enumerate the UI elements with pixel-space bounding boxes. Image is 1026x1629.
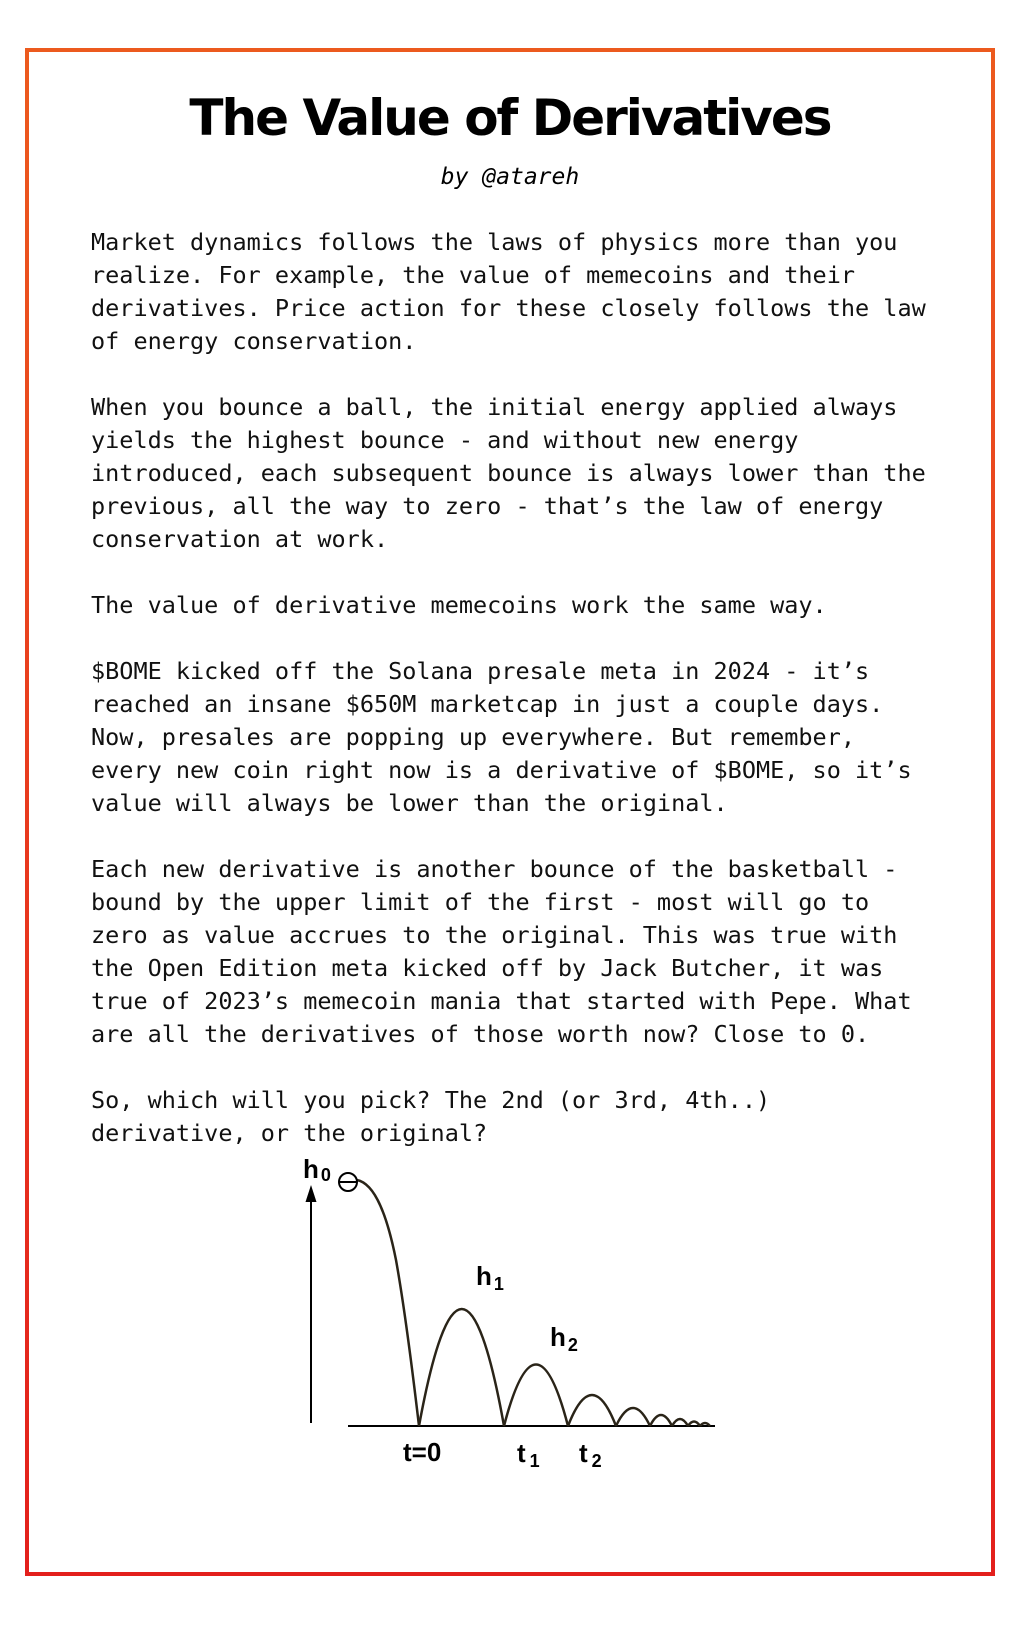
bounce-4-curve: [616, 1408, 650, 1426]
paragraph-6: So, which will you pick? The 2nd (or 3rd, 4th..) derivative, or the original?: [91, 1086, 771, 1147]
label-t1: t 1: [517, 1438, 540, 1471]
page-frame: [25, 48, 995, 1576]
paragraph-4: $BOME kicked off the Solana presale meta in 2024 - it’s reached an insane $650M marketcap in just a couple days. Now, presales are popping up everywhere. But remember, every new coin right now is a derivative of $BOME, so it’s value will always be lower than the original.: [91, 657, 912, 817]
height-axis-arrowhead: [306, 1185, 317, 1202]
label-h1: h 1: [476, 1261, 504, 1294]
label-t0: t=0: [403, 1437, 442, 1467]
bounce-6-curve: [672, 1419, 688, 1426]
label-h0: h 0: [303, 1154, 331, 1185]
bouncing-ball-diagram: [287, 1140, 747, 1485]
bounce-3-curve: [568, 1395, 616, 1426]
bounce-1-curve: [419, 1309, 504, 1426]
page-title: The Value of Derivatives: [189, 89, 831, 147]
label-h2: h 2: [550, 1322, 578, 1355]
fall-curve: [350, 1180, 419, 1426]
byline: by @atareh: [440, 164, 580, 190]
paragraph-1: Market dynamics follows the laws of physics more than you realize. For example, the value of memecoins and their derivatives. Price action for these closely follows the law of energy conservation.: [91, 228, 926, 355]
ball-icon: [339, 1173, 357, 1191]
bounce-2-curve: [504, 1365, 568, 1427]
label-t2: t 2: [579, 1438, 602, 1471]
article-body: [91, 226, 941, 1183]
paragraph-5: Each new derivative is another bounce of the basketball - bound by the upper limit of the first - most will go to zero as value accrues to the original. This was true with the Open Edition meta kicked off by Jack Butcher, it was true of 2023’s memecoin mania that started with Pepe. What are all the derivatives of those worth now? Close to 0.: [91, 855, 912, 1048]
paragraph-3: The value of derivative memecoins work the same way.: [91, 591, 827, 619]
paragraph-2: When you bounce a ball, the initial energy applied always yields the highest bounce - and without new energy introduced, each subsequent bounce is always lower than the previous, all the way to zero - that’s the law of energy conservation at work.: [91, 393, 926, 553]
bounce-5-curve: [650, 1415, 672, 1426]
